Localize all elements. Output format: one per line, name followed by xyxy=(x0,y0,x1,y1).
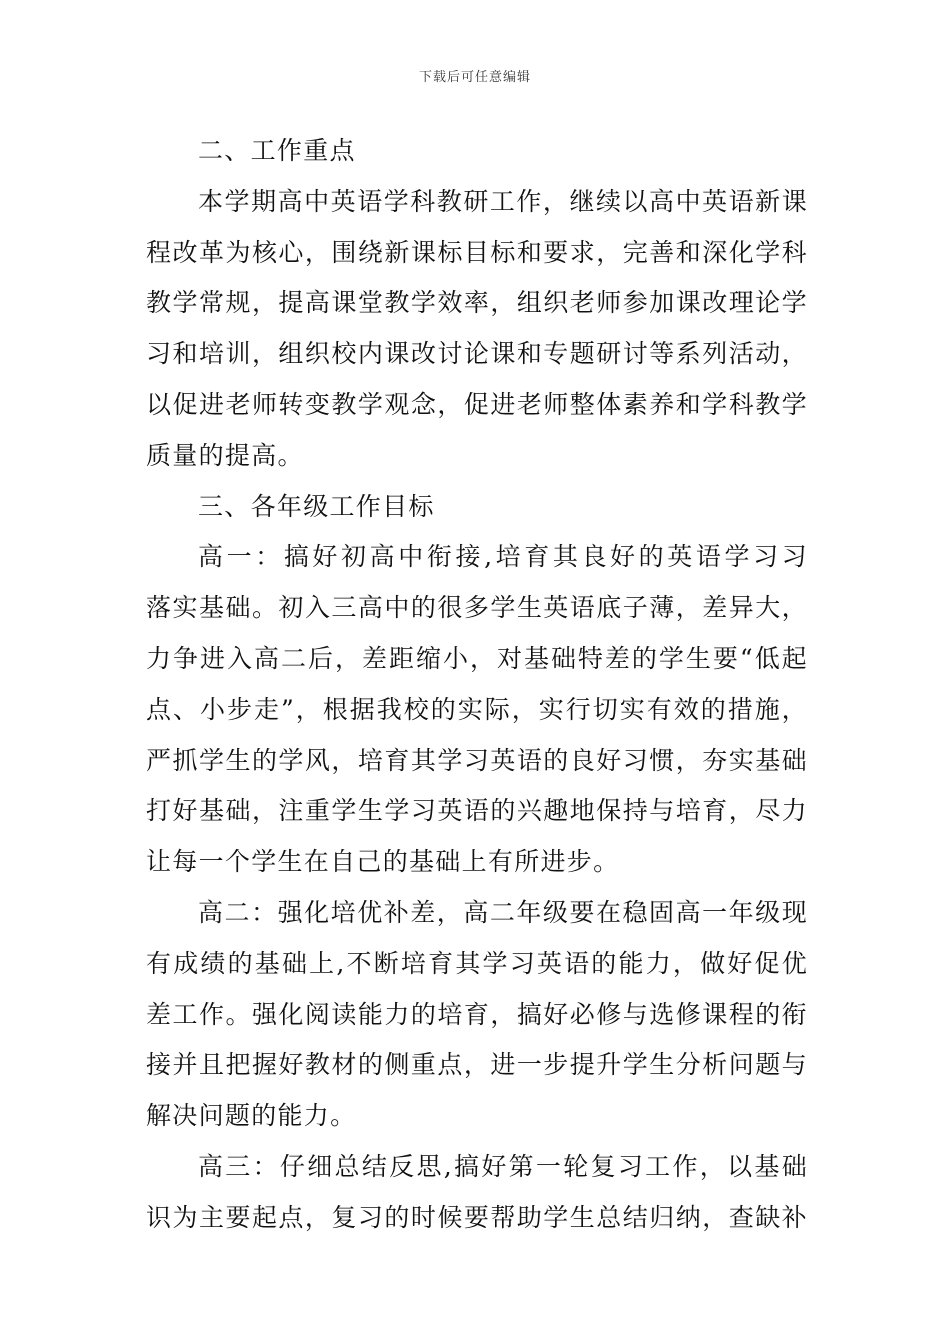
paragraph-line: 解决问题的能力。 xyxy=(146,1101,357,1131)
paragraph-line: 教学常规，提高课堂教学效率，组织老师参加课改理论学 xyxy=(146,288,808,318)
paragraph-line: 本学期高中英语学科教研工作，继续以高中英语新课 xyxy=(198,186,808,216)
paragraph-line: 让每一个学生在自己的基础上有所进步。 xyxy=(146,847,620,877)
paragraph-line: 质量的提高。 xyxy=(146,440,304,470)
paragraph-line: 落实基础。初入三高中的很多学生英语底子薄，差异大， xyxy=(146,593,808,623)
paragraph-line: 点、小步走”，根据我校的实际，实行切实有效的措施， xyxy=(146,694,808,724)
paragraph-line: 识为主要起点，复习的时候要帮助学生总结归纳，查缺补 xyxy=(146,1202,808,1232)
paragraph-line: 以促进老师转变教学观念，促进老师整体素养和学科教学 xyxy=(146,389,808,419)
document-body xyxy=(146,126,808,1244)
section-heading-grade-goals: 三、各年级工作目标 xyxy=(198,491,435,521)
paragraph-line: 程改革为核心，围绕新课标目标和要求，完善和深化学科 xyxy=(146,237,808,267)
paragraph-line: 高三：仔细总结反思,搞好第一轮复习工作，以基础 xyxy=(198,1151,808,1181)
paragraph-line: 差工作。强化阅读能力的培育，搞好必修与选修课程的衔 xyxy=(146,999,808,1029)
header-note: 下载后可任意编辑 xyxy=(418,70,531,85)
paragraph-line: 严抓学生的学风，培育其学习英语的良好习惯，夯实基础 xyxy=(146,745,808,775)
section-heading-work-focus: 二、工作重点 xyxy=(198,136,356,165)
paragraph-line: 高二：强化培优补差，高二年级要在稳固高一年级现 xyxy=(198,897,808,927)
paragraph-line: 习和培训，组织校内课改讨论课和专题研讨等系列活动， xyxy=(146,339,808,369)
paragraph-line: 打好基础，注重学生学习英语的兴趣地保持与培育，尽力 xyxy=(146,796,808,826)
paragraph-line: 高一：搞好初高中衔接,培育其良好的英语学习习 xyxy=(198,542,808,572)
paragraph-line: 力争进入高二后，差距缩小，对基础特差的学生要“低起 xyxy=(146,643,808,673)
paragraph-line: 接并且把握好教材的侧重点，进一步提升学生分析问题与 xyxy=(146,1050,808,1080)
paragraph-line: 有成绩的基础上,不断培育其学习英语的能力，做好促优 xyxy=(146,948,808,978)
